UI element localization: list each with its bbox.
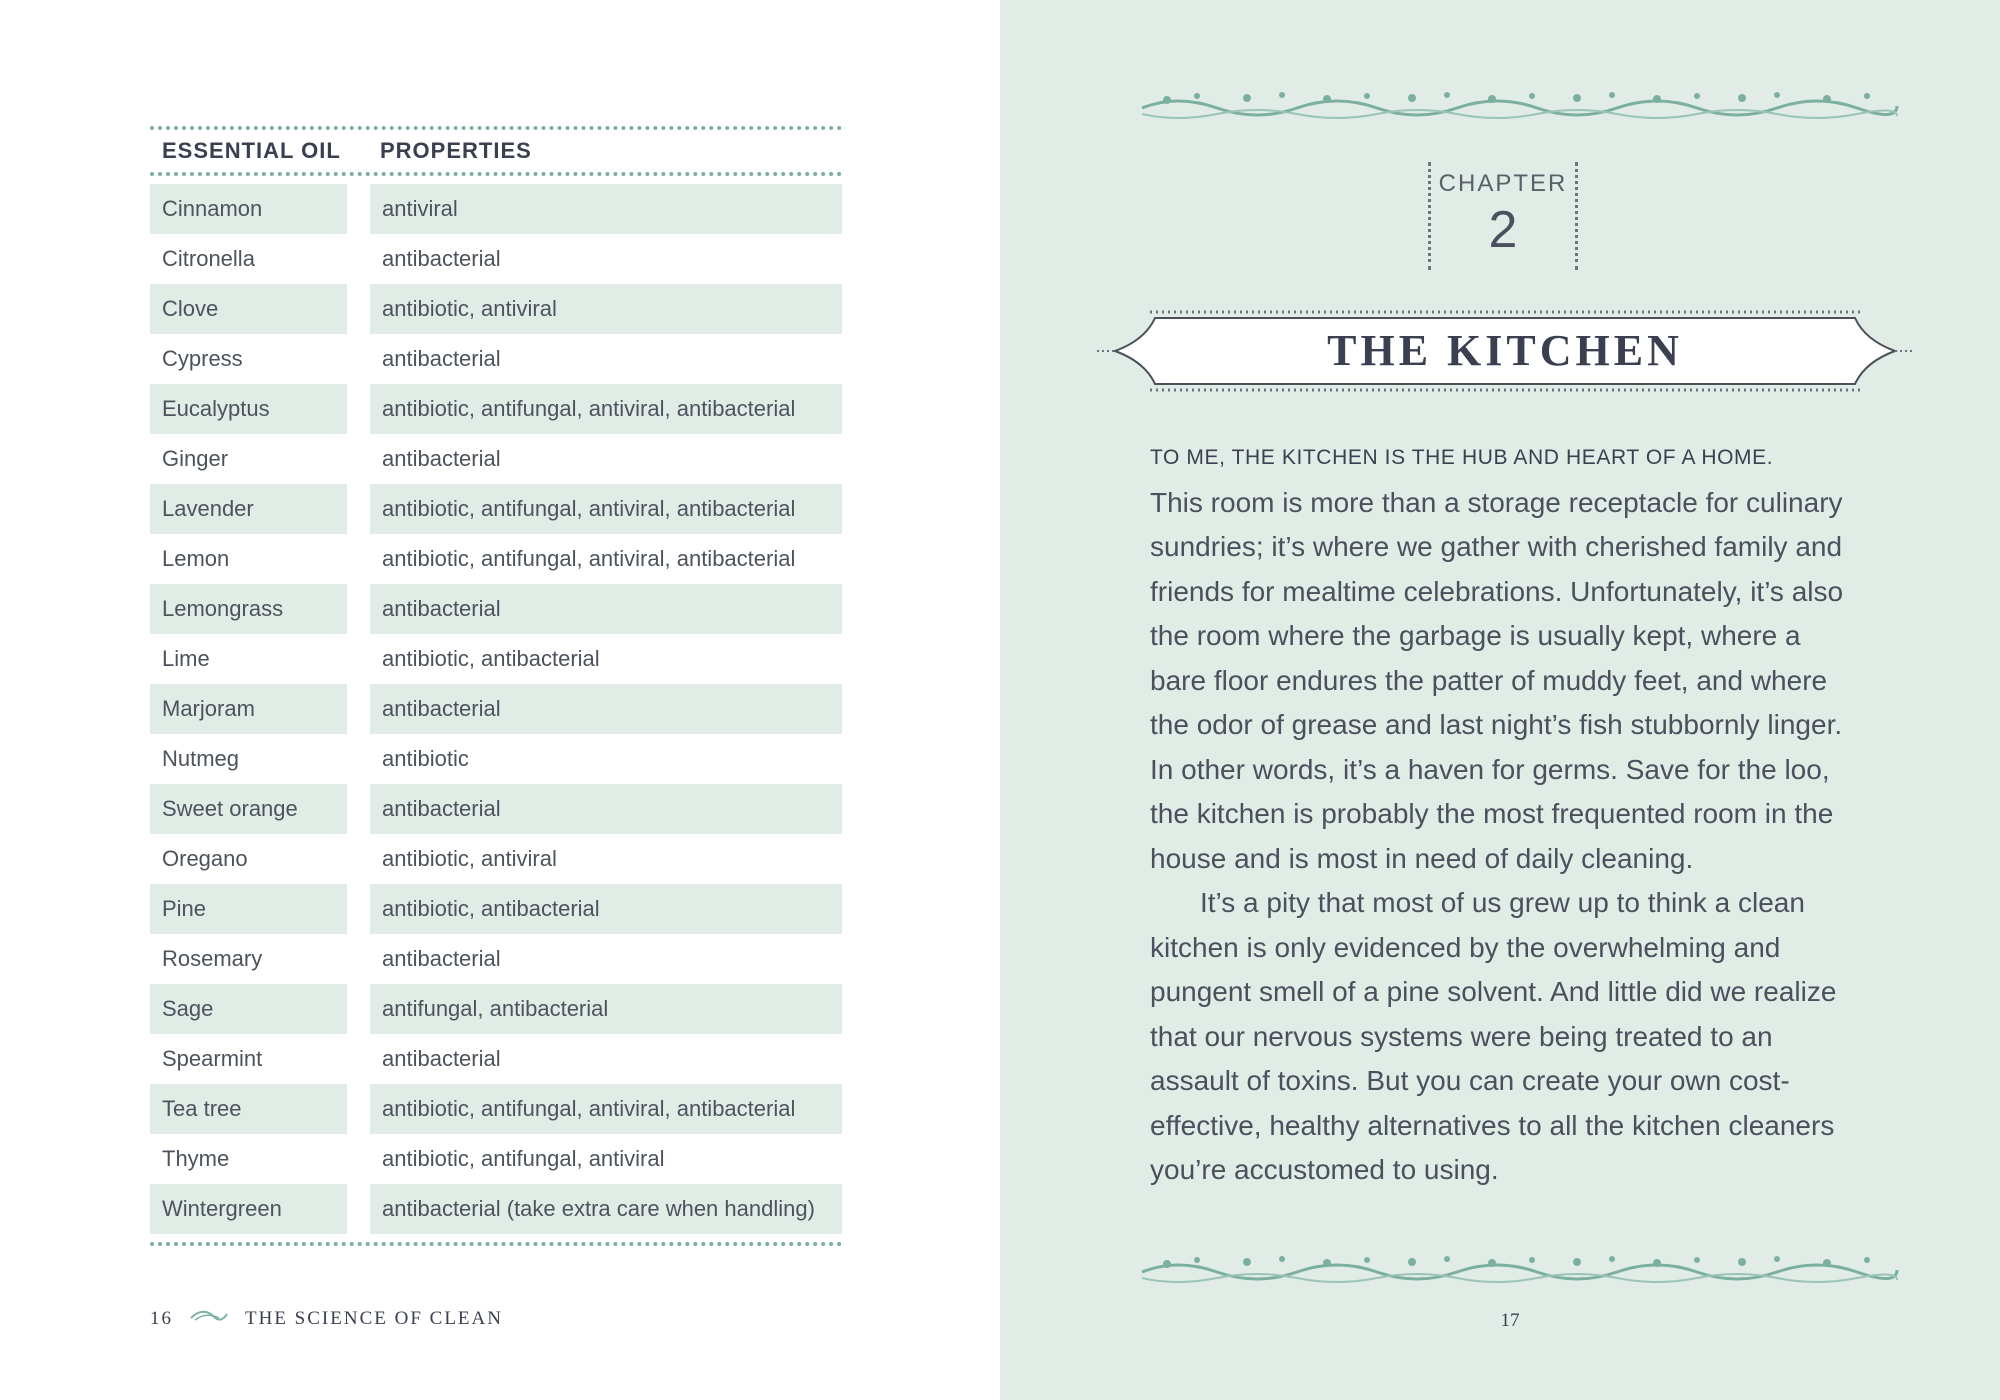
oil-name-cell: Rosemary <box>162 946 263 971</box>
table-body <box>150 176 842 1234</box>
oil-name-cell: Thyme <box>162 1146 230 1171</box>
header-essential-oil: ESSENTIAL OIL <box>162 138 341 163</box>
properties-cell: antibacterial <box>382 446 501 471</box>
properties-cell: antifungal, antibacterial <box>370 984 842 1034</box>
table-row <box>150 384 842 434</box>
table-header <box>150 130 842 172</box>
oil-name-cell: Sage <box>150 984 347 1034</box>
oil-name-cell: Nutmeg <box>162 746 240 771</box>
essential-oil-table <box>150 126 842 1246</box>
properties-cell: antibiotic, antifungal, antiviral, antibacterial <box>370 484 842 534</box>
table-row <box>150 234 842 284</box>
properties-cell: antibacterial <box>370 784 842 834</box>
table-row <box>150 784 842 834</box>
page-number-right: 17 <box>1500 1310 1520 1331</box>
left-footer <box>150 1308 503 1330</box>
table-row <box>150 584 842 634</box>
oil-name-cell: Oregano <box>162 846 248 871</box>
swash-ornament-icon <box>189 1308 229 1330</box>
properties-cell: antibiotic, antifungal, antiviral, antibacterial <box>370 1084 842 1134</box>
properties-cell: antibacterial <box>382 346 501 371</box>
properties-cell: antibiotic, antiviral <box>382 846 557 871</box>
table-row <box>150 634 842 684</box>
properties-cell: antibiotic, antifungal, antiviral, antibacterial <box>382 546 796 571</box>
properties-cell: antibiotic, antibacterial <box>370 884 842 934</box>
oil-name-cell: Lime <box>162 646 210 671</box>
header-properties: PROPERTIES <box>380 138 532 163</box>
vine-ornament-bottom-icon <box>1137 1250 1902 1290</box>
oil-name-cell: Pine <box>150 884 347 934</box>
oil-name-cell: Clove <box>150 284 347 334</box>
oil-name-cell: Marjoram <box>150 684 347 734</box>
table-row <box>150 1034 842 1084</box>
table-row <box>150 834 842 884</box>
oil-name-cell: Lemongrass <box>150 584 347 634</box>
table-row <box>150 484 842 534</box>
chapter-title: THE KITCHEN <box>1327 326 1683 375</box>
properties-cell: antibacterial <box>382 946 501 971</box>
table-row <box>150 534 842 584</box>
properties-cell: antibiotic, antiviral <box>370 284 842 334</box>
running-title: THE SCIENCE OF CLEAN <box>245 1308 503 1329</box>
chapter-number: 2 <box>1488 201 1518 259</box>
properties-cell: antibacterial <box>370 684 842 734</box>
oil-name-cell: Ginger <box>162 446 229 471</box>
table-row <box>150 734 842 784</box>
oil-name-cell: Spearmint <box>162 1046 263 1071</box>
chapter-label: CHAPTER <box>1438 170 1568 197</box>
table-row <box>150 884 842 934</box>
chapter-marker <box>1428 162 1578 270</box>
table-row <box>150 684 842 734</box>
table-row <box>150 284 842 334</box>
page-number-left: 16 <box>150 1308 173 1329</box>
oil-name-cell: Tea tree <box>150 1084 347 1134</box>
table-row <box>150 1084 842 1134</box>
oil-name-cell: Citronella <box>162 246 255 271</box>
paragraph-2: It’s a pity that most of us grew up to think a clean kitchen is only evidenced by the overwhelming and pungent smell of a pine solvent. And little did we realize that our nervous systems were being treated to an assault of toxins. But you can create your own cost-effective, healthy alternatives to all the kitchen cleaners you’re accustomed to using. <box>1150 887 1837 1185</box>
vine-ornament-top-icon <box>1137 86 1902 126</box>
table-row <box>150 934 842 984</box>
lead-in: TO ME, THE KITCHEN IS THE HUB AND HEART OF A HOME. <box>1150 446 1774 469</box>
table-row <box>150 434 842 484</box>
properties-cell: antibiotic, antibacterial <box>382 646 600 671</box>
right-page <box>1000 0 2000 1400</box>
oil-name-cell: Cypress <box>162 346 243 371</box>
oil-name-cell: Eucalyptus <box>150 384 347 434</box>
properties-cell: antibacterial <box>382 246 501 271</box>
paragraph-1-text: This room is more than a storage receptacle for culinary sundries; it’s where we gather with cherished family and friends for mealtime celebrations. Unfortunately, it’s also the room where the garbage is usually kept, where a bare floor endures the patter of muddy feet, and where the odor of grease and last night’s fish stubbornly linger. In other words, it’s a haven for germs. Save for the loo, the kitchen is probably the most frequented room in the house and is most in need of daily cleaning. <box>1150 486 1844 874</box>
table-row <box>150 334 842 384</box>
oil-name-cell: Wintergreen <box>150 1184 347 1234</box>
oil-name-cell: Lemon <box>162 546 230 571</box>
table-row <box>150 1134 842 1184</box>
properties-cell: antibiotic <box>382 746 469 771</box>
table-bottom-rule <box>150 1242 842 1246</box>
properties-cell: antibacterial <box>382 1046 501 1071</box>
properties-cell: antibacterial (take extra care when handling) <box>370 1184 842 1234</box>
paragraph-1 <box>1150 433 1856 881</box>
properties-cell: antibacterial <box>370 584 842 634</box>
oil-name-cell: Cinnamon <box>150 184 347 234</box>
properties-cell: antibiotic, antifungal, antiviral, antibacterial <box>370 384 842 434</box>
chapter-body <box>1150 433 1856 1193</box>
properties-cell: antibiotic, antifungal, antiviral <box>382 1146 665 1171</box>
oil-name-cell: Sweet orange <box>150 784 347 834</box>
properties-cell: antiviral <box>370 184 842 234</box>
table-row <box>150 984 842 1034</box>
table-row <box>150 184 842 234</box>
oil-name-cell: Lavender <box>150 484 347 534</box>
table-row <box>150 1184 842 1234</box>
